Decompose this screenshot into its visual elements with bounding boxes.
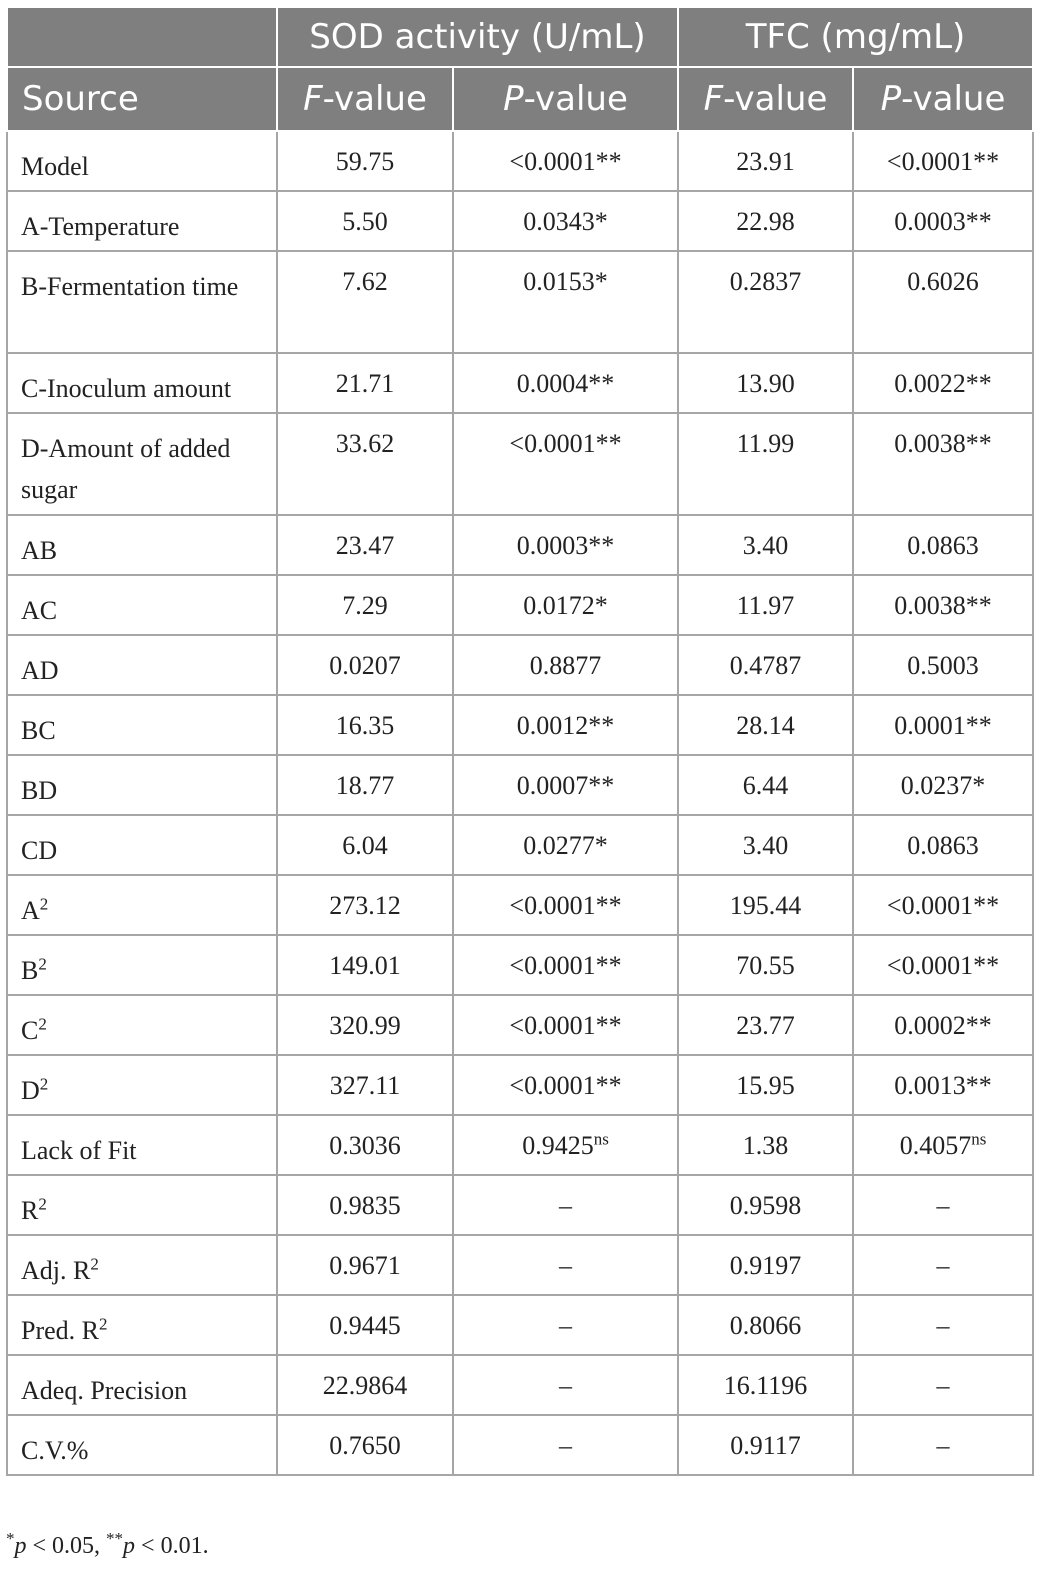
table-row [7,1175,1033,1235]
cell-sod-f-value [277,413,453,515]
header-sod-activity: SOD activity (U/mL) [277,7,678,67]
value-suffix: -value [901,79,1006,119]
cell-tfc-f-value [678,995,853,1055]
cell-sod-p-value-text: – [559,1251,572,1280]
table-row [7,575,1033,635]
cell-sod-f-value-text: 7.29 [342,591,388,620]
cell-sod-p-value [453,1175,678,1235]
cell-sod-f-value-text: 0.7650 [329,1431,401,1460]
cell-sod-f-value [277,1295,453,1355]
cell-source [7,815,277,875]
cell-sod-f-value-text: 0.9835 [329,1191,401,1220]
footnote-p-2: p [123,1533,136,1559]
cell-tfc-f-value-text: 11.97 [736,591,795,620]
cell-sod-p-value-text: 0.0012** [516,711,615,740]
cell-tfc-p-value [853,1295,1033,1355]
cell-source [7,1235,277,1295]
header-sod-p-value [453,67,678,131]
cell-sod-f-value-text: 16.35 [335,711,395,740]
cell-tfc-f-value-text: 3.40 [742,831,789,860]
cell-sod-p-value [453,635,678,695]
cell-tfc-f-value-text: 0.4787 [729,651,802,680]
cell-tfc-f-value-text: 15.95 [736,1071,795,1100]
cell-sod-f-value-text: 0.0207 [329,651,401,680]
table-row [7,191,1033,251]
cell-tfc-f-value [678,815,853,875]
cell-source [7,875,277,935]
cell-tfc-f-value-text: 1.38 [742,1131,789,1160]
cell-source-text: A [21,896,40,925]
table-header [7,7,1033,131]
cell-sod-p-value-text: 0.8877 [529,651,602,680]
cell-source-text: Pred. R [21,1316,99,1345]
cell-tfc-p-value-text: 0.0003** [894,207,992,236]
cell-source [7,191,277,251]
cell-tfc-f-value-text: 28.14 [736,711,795,740]
cell-tfc-f-value [678,1235,853,1295]
cell-sod-p-value [453,1355,678,1415]
cell-tfc-f-value-text: 0.9598 [729,1191,802,1220]
cell-tfc-f-value-text: 13.90 [736,369,795,398]
cell-tfc-f-value-text: 0.2837 [729,267,802,296]
cell-sod-p-value [453,875,678,935]
cell-sod-f-value [277,1175,453,1235]
cell-tfc-f-value-text: 70.55 [736,951,795,980]
header-tfc-p-value [853,67,1033,131]
cell-source-text: B [21,956,39,985]
cell-sod-f-value-text: 5.50 [342,207,388,236]
cell-source-text: Adj. R [21,1256,91,1285]
cell-source-superscript: 2 [39,894,49,914]
cell-tfc-f-value-text: 195.44 [729,891,802,920]
cell-source [7,131,277,191]
cell-source-text: R [21,1196,39,1225]
cell-tfc-p-value-text: 0.0022** [894,369,992,398]
cell-source [7,935,277,995]
cell-sod-p-value-text: <0.0001** [509,1011,622,1040]
cell-sod-f-value-text: 320.99 [329,1011,401,1040]
cell-tfc-p-value-text: 0.6026 [907,267,979,296]
cell-tfc-f-value-text: 0.9117 [730,1431,801,1460]
cell-sod-p-value [453,575,678,635]
cell-source-text: Lack of Fit [21,1136,137,1165]
cell-sod-p-value [453,995,678,1055]
cell-sod-f-value [277,1355,453,1415]
footnote [6,1529,209,1560]
cell-sod-p-value-text: 0.0172* [523,591,608,620]
cell-sod-p-value-text: – [559,1431,572,1460]
cell-source-text: D [21,1076,40,1105]
cell-sod-f-value [277,131,453,191]
cell-tfc-f-value [678,191,853,251]
cell-tfc-p-value-text: – [936,1191,950,1220]
table-row [7,515,1033,575]
cell-source-superscript: 2 [38,954,47,974]
cell-sod-p-value-text: – [559,1371,572,1400]
cell-sod-f-value-text: 7.62 [342,267,388,296]
cell-tfc-p-value-text: 0.0237* [900,771,986,800]
cell-source-text: D-Amount of added sugar [21,434,231,504]
cell-sod-f-value [277,935,453,995]
cell-tfc-p-value [853,413,1033,515]
cell-tfc-p-value [853,131,1033,191]
cell-source [7,1175,277,1235]
cell-source-text: BD [21,776,58,805]
cell-tfc-p-value [853,1115,1033,1175]
cell-tfc-f-value [678,1055,853,1115]
cell-sod-p-value [453,251,678,353]
cell-tfc-f-value [678,1295,853,1355]
cell-sod-p-value-text: 0.0003** [516,531,615,560]
cell-sod-f-value [277,755,453,815]
cell-source-text: A-Temperature [21,212,180,241]
cell-sod-f-value-text: 327.11 [329,1071,401,1100]
cell-sod-p-value-text: 0.0277* [523,831,608,860]
cell-tfc-p-value [853,635,1033,695]
table-row [7,695,1033,755]
cell-tfc-p-value [853,575,1033,635]
cell-sod-f-value-text: 59.75 [335,147,395,176]
table-row [7,1055,1033,1115]
cell-sod-p-value [453,1235,678,1295]
cell-source-text: Model [21,152,89,181]
cell-source-text: AB [21,536,58,565]
table-row [7,413,1033,515]
cell-source-text: B-Fermentation time [21,272,239,301]
cell-tfc-f-value-text: 3.40 [742,531,789,560]
cell-sod-f-value-text: 149.01 [329,951,401,980]
cell-sod-p-value-text: – [559,1311,572,1340]
cell-tfc-f-value-text: 6.44 [742,771,789,800]
cell-sod-f-value-text: 0.3036 [329,1131,401,1160]
cell-sod-f-value-text: 18.77 [335,771,395,800]
header-blank-cell [7,7,277,67]
table-row [7,131,1033,191]
cell-tfc-f-value [678,935,853,995]
cell-sod-f-value [277,1055,453,1115]
cell-source [7,413,277,515]
cell-tfc-p-value [853,353,1033,413]
cell-sod-f-value-text: 0.9445 [329,1311,401,1340]
value-suffix: -value [523,79,628,119]
cell-tfc-p-value [853,695,1033,755]
cell-tfc-f-value [678,695,853,755]
cell-sod-f-value [277,695,453,755]
cell-source-text: Adeq. Precision [21,1376,188,1405]
cell-source-text: C [21,1016,39,1045]
cell-tfc-p-value [853,815,1033,875]
cell-tfc-p-value-text: 0.0038** [894,591,992,620]
cell-source-text: CD [21,836,58,865]
cell-tfc-p-value [853,1175,1033,1235]
header-tfc: TFC (mg/mL) [678,7,1033,67]
cell-sod-f-value-text: 6.04 [342,831,388,860]
cell-source [7,1295,277,1355]
cell-source-text: AC [21,596,58,625]
table-row [7,1235,1033,1295]
cell-tfc-p-value [853,755,1033,815]
cell-sod-p-value-text: 0.0153* [523,267,608,296]
cell-sod-p-value [453,755,678,815]
cell-sod-f-value [277,815,453,875]
cell-tfc-p-value [853,191,1033,251]
cell-tfc-p-value-text: – [936,1431,950,1460]
anova-table [6,6,1034,1476]
cell-sod-p-value-superscript: ns [593,1129,609,1149]
cell-sod-p-value [453,935,678,995]
cell-source [7,1415,277,1475]
cell-tfc-f-value-text: 0.9197 [729,1251,802,1280]
cell-source [7,695,277,755]
cell-tfc-f-value [678,131,853,191]
cell-sod-p-value-text: 0.9425 [522,1131,594,1160]
cell-sod-f-value [277,515,453,575]
cell-sod-f-value [277,635,453,695]
cell-sod-f-value [277,1115,453,1175]
header-tfc-f-value [678,67,853,131]
table-row [7,1115,1033,1175]
cell-source [7,251,277,353]
cell-sod-f-value-text: 33.62 [335,429,395,458]
cell-sod-p-value [453,131,678,191]
cell-tfc-p-value-text: – [936,1251,950,1280]
cell-sod-f-value-text: 21.71 [335,369,395,398]
cell-sod-f-value [277,191,453,251]
cell-source-superscript: 2 [39,1074,49,1094]
cell-source [7,1055,277,1115]
cell-sod-f-value-text: 22.9864 [322,1371,408,1400]
cell-sod-f-value-text: 273.12 [329,891,401,920]
cell-tfc-p-value-text: 0.4057 [899,1131,972,1160]
cell-source [7,1115,277,1175]
cell-tfc-f-value [678,413,853,515]
f-letter: F [703,79,724,119]
cell-tfc-f-value-text: 11.99 [736,429,795,458]
cell-sod-f-value [277,575,453,635]
cell-tfc-f-value-text: 23.91 [736,147,795,176]
cell-tfc-f-value [678,1355,853,1415]
cell-sod-p-value [453,1115,678,1175]
cell-tfc-f-value-text: 22.98 [736,207,795,236]
cell-tfc-p-value-text: – [936,1311,950,1340]
cell-source [7,1355,277,1415]
cell-source-text: BC [21,716,56,745]
cell-tfc-p-value-text: 0.0013** [894,1071,992,1100]
cell-sod-p-value [453,353,678,413]
cell-tfc-p-value-text: <0.0001** [886,891,1000,920]
cell-sod-f-value [277,353,453,413]
table-row [7,635,1033,695]
cell-sod-p-value [453,1415,678,1475]
cell-tfc-p-value-text: <0.0001** [886,147,1000,176]
table-row [7,875,1033,935]
cell-sod-p-value-text: 0.0007** [516,771,615,800]
cell-tfc-p-value-text: <0.0001** [886,951,1000,980]
cell-sod-f-value [277,995,453,1055]
cell-source-superscript: 2 [38,1014,47,1034]
cell-sod-f-value-text: 23.47 [335,531,395,560]
cell-tfc-p-value-superscript: ns [971,1129,987,1149]
cell-tfc-p-value [853,251,1033,353]
cell-source [7,995,277,1055]
cell-tfc-f-value [678,575,853,635]
table-row [7,755,1033,815]
cell-source-text: C.V.% [21,1436,89,1465]
cell-source [7,353,277,413]
cell-sod-f-value [277,1415,453,1475]
header-row-groups [7,7,1033,67]
cell-tfc-p-value [853,935,1033,995]
cell-tfc-p-value-text: 0.0038** [894,429,992,458]
cell-tfc-f-value [678,875,853,935]
cell-tfc-f-value-text: 16.1196 [723,1371,808,1400]
footnote-text-2: < 0.01. [135,1533,209,1559]
cell-sod-p-value-text: <0.0001** [509,891,622,920]
table-body [7,131,1033,1475]
header-sod-f-value [277,67,453,131]
cell-tfc-f-value [678,1415,853,1475]
cell-tfc-p-value [853,875,1033,935]
cell-source-text: C-Inoculum amount [21,374,232,403]
cell-tfc-f-value [678,251,853,353]
cell-sod-p-value-text: <0.0001** [509,1071,622,1100]
cell-source-superscript: 2 [99,1314,108,1334]
footnote-p-1: p [14,1533,27,1559]
cell-tfc-p-value-text: 0.0863 [907,531,979,560]
footnote-star-2: ** [106,1529,124,1548]
table-row [7,815,1033,875]
table-row [7,1295,1033,1355]
cell-tfc-f-value [678,515,853,575]
value-suffix: -value [322,79,427,119]
cell-tfc-p-value [853,1355,1033,1415]
table-row [7,1415,1033,1475]
cell-tfc-f-value-text: 23.77 [736,1011,795,1040]
cell-sod-p-value [453,695,678,755]
table-row [7,935,1033,995]
cell-tfc-f-value [678,755,853,815]
cell-sod-p-value [453,413,678,515]
cell-tfc-p-value-text: 0.0001** [894,711,992,740]
table-row [7,1355,1033,1415]
table-row [7,251,1033,353]
cell-sod-p-value-text: <0.0001** [509,429,622,458]
cell-tfc-f-value-text: 0.8066 [729,1311,802,1340]
p-letter: P [880,79,902,119]
cell-source-superscript: 2 [38,1194,47,1214]
cell-tfc-p-value-text: 0.0002** [894,1011,992,1040]
cell-tfc-p-value-text: 0.0863 [907,831,979,860]
cell-sod-p-value [453,515,678,575]
cell-sod-f-value [277,875,453,935]
table-row [7,353,1033,413]
cell-tfc-f-value [678,1115,853,1175]
cell-tfc-f-value [678,635,853,695]
cell-tfc-p-value [853,995,1033,1055]
cell-source-text: AD [21,656,59,685]
cell-source [7,755,277,815]
cell-tfc-f-value [678,353,853,413]
cell-sod-p-value [453,191,678,251]
cell-sod-p-value-text: <0.0001** [509,951,622,980]
value-suffix: -value [723,79,828,119]
footnote-text-1: < 0.05, [26,1533,107,1559]
footnote-star-1: * [6,1529,15,1548]
cell-tfc-p-value-text: – [936,1371,950,1400]
cell-sod-p-value [453,1295,678,1355]
f-letter: F [303,79,323,119]
cell-sod-p-value-text: 0.0343* [523,207,608,236]
cell-tfc-p-value-text: 0.5003 [907,651,979,680]
cell-sod-p-value-text: 0.0004** [516,369,615,398]
cell-sod-f-value-text: 0.9671 [329,1251,401,1280]
header-source: Source [7,67,277,131]
cell-source [7,575,277,635]
cell-sod-p-value [453,1055,678,1115]
cell-tfc-p-value [853,1415,1033,1475]
cell-tfc-p-value [853,1055,1033,1115]
cell-tfc-p-value [853,515,1033,575]
p-letter: P [503,79,524,119]
cell-sod-p-value-text: <0.0001** [509,147,622,176]
header-row-columns [7,67,1033,131]
cell-source [7,635,277,695]
cell-source-superscript: 2 [90,1254,99,1274]
cell-tfc-f-value [678,1175,853,1235]
table-row [7,995,1033,1055]
cell-tfc-p-value [853,1235,1033,1295]
cell-sod-p-value [453,815,678,875]
cell-sod-f-value [277,251,453,353]
anova-table-container [6,6,1032,1476]
cell-source [7,515,277,575]
cell-sod-f-value [277,1235,453,1295]
cell-sod-p-value-text: – [559,1191,572,1220]
